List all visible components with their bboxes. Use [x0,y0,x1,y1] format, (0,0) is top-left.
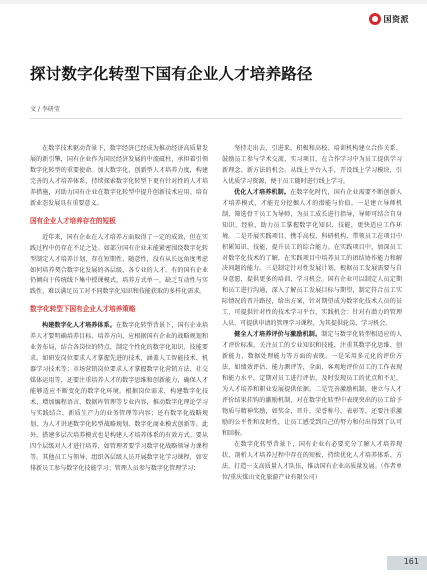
conclusion-paragraph: 在数字化转型背景下，国有企业有必要充分了解人才培养现状，剖析人才培养过程中存在的短板，持续优化人才培养体系、方法，打造一支高质量人才队伍，推动国有企业高质量发展。（作者单位/重庆煤山文化旅游产业有限公司） [222,440,402,481]
strategy-body-2: 在数字化时代，国有企业需要不断创新人才培养模式，才能充分挖掘人才的潜能与价值。一是建立导师机制，筛选骨干员工为导师，为员工成长进行指导，导师可结合自身知识、经验，助力员工掌握数字化知识、技能，更快适应工作环境。二是开展实践项目，携手高校、科研机构，带领员工在项目中积累知识、技能，提升员工的综合能力。在实践项目中，加深员工对数字化技术的了解，在实践项目中培养员工的团结协作能力和解决问题的能力。三是制定针对性发展计划，根据员工发展需要与自身意愿，提供更多的培训、学习机会。国有企业可以制定人员定期和员工进行沟通，深入了解员工发展目标与期望，制定符合员工实际情况的晋升路径，给出方案，针对期望成为数字化技术人员的员工，可提供针对性的技术学习平台、实践机会：针对有潜力的管理人员，可提供申请的管理学习课程，为其提供轮岗、学习机会。 [222,188,403,328]
article-author: 文 / 李研莹 [30,106,60,113]
brand-name: 国资派 [383,14,409,24]
right-column [222,144,402,484]
divider [30,118,402,119]
page-number: 161 [403,557,419,566]
strategy-body-1: 在数字化转型背景下，国有企业培养人才要明确培养目标、培养方向、应根据国有企业的战略规划和业务布局，结合各岗位的特点，制定个性化的数字化知识、技能要求。如研发岗位要求人才掌握先进的技术，涵盖人工智能技术、机器学习技术等；市场营销岗位要求人才掌握数字化营销方法、社交媒体运用等，还要注重培养人才的数字思维和创新能力，确保人才能够适应不断变化的数字化环境。根据岗位需求，构建数字化技术、增加编程语言、数据库管理等专业内容，推动数字化理论学习与实践结合、新质生产力的业务管理等内容；还有数字化战略规划、为人才讲述数字化转型战略规划、数字化商业模式创新等。此外，搭建多层次培养模式也是构建人才培养体系的有效方式。要从四个层级对人才进行培养，如管理者要学习数字化战略领导力课程等。其他员工与领导、组织各层级人员开展数字化学习课程，如安排新员工参与数字化技能学习；管理人员参与数字化管理学习； [30,322,208,472]
continuation-paragraph: 坚持走出去、引进来，积极和高校、培训机构建立合作关系，鼓励员工参与学术交流、实习项目，在合作学习中为员工提供学习新理念、新方法的机会。从线上平台入手，开设线上学习模块，引入优质学习资源，便于员工随时进行线上学习。 [222,145,402,185]
strategy-paragraph-2 [222,188,402,330]
brand-logo-icon [369,13,381,25]
top-band [0,0,427,4]
section-heading-strategies: 数字化转型下国有企业人才培养策略 [30,305,136,314]
strategy-paragraph-3 [222,330,402,440]
strategy-lead-2: 优化人才培养机制。 [234,188,291,196]
strategy-lead-1: 构建数字化人才培养体系。 [42,322,116,330]
article-title: 探讨数字化转型下国有企业人才培养路径 [30,64,313,83]
shortcomings-paragraph: 近年来，国有企业在人才培养方面取得了一定的成效，但在实践过程中仍存在不足之处。如部分国有企业未能紧密围绕数字化转型制定人才培养计划，存在短期性、随意性，没有从长远角度考虑如何培养契合数字化发展的各层级、各专业的人才。有的国有企业仍倾向于传统线下集中授课模式，培养方式单一，缺乏互动性与实践性，难以满足员工对不同数字化知识和技能获取的多样化需求。 [30,233,208,296]
section-heading-shortcomings: 国有企业人才培养存在的短板 [30,216,116,225]
strategy-paragraph-1 [30,321,208,474]
intro-paragraph: 在数字技术驱动背景下，数字经济已经成为推动经济高质量发展的新引擎，国有企业作为国民经济发展的中流砥柱，承担着引领数字化转型的重要使命。加大数字化、创新型人才培养力度，构建完善的人才培养体系，持续探索数字化转型下更有针对性的人才培养措施，对助力国有企业在数字化转型中提升创新技术应用、培育新业态发展具有重要意义。 [30,145,208,207]
strategy-body-3: 制定与数字化转型相适应的人才评价标准，关注员工的专业知识和技能，注重其数字化思维、创新能力、数据处理能力等方面的表现。一是采用多元化的评价方法，如绩效评估、能力测评等，全面、客观地评价员工的工作表现和能力水平，定期对员工进行评估，及时发现员工的优点和不足，为人才培养和职业发展提供依据。二是完善激励机制，建立与人才评价结果挂钩的激励机制，对在数字化转型中表现突出的员工给予物质与精神奖励，如奖金、晋升、荣誉称号、表彰等，还要注重激励的公平性和及时性，让员工感受到自己的努力和付出得到了认可和回报。 [222,331,402,437]
left-column [30,144,208,475]
brand-header [369,13,410,25]
strategy-lead-3: 健全人才培养评价与激励机制。 [234,331,322,339]
